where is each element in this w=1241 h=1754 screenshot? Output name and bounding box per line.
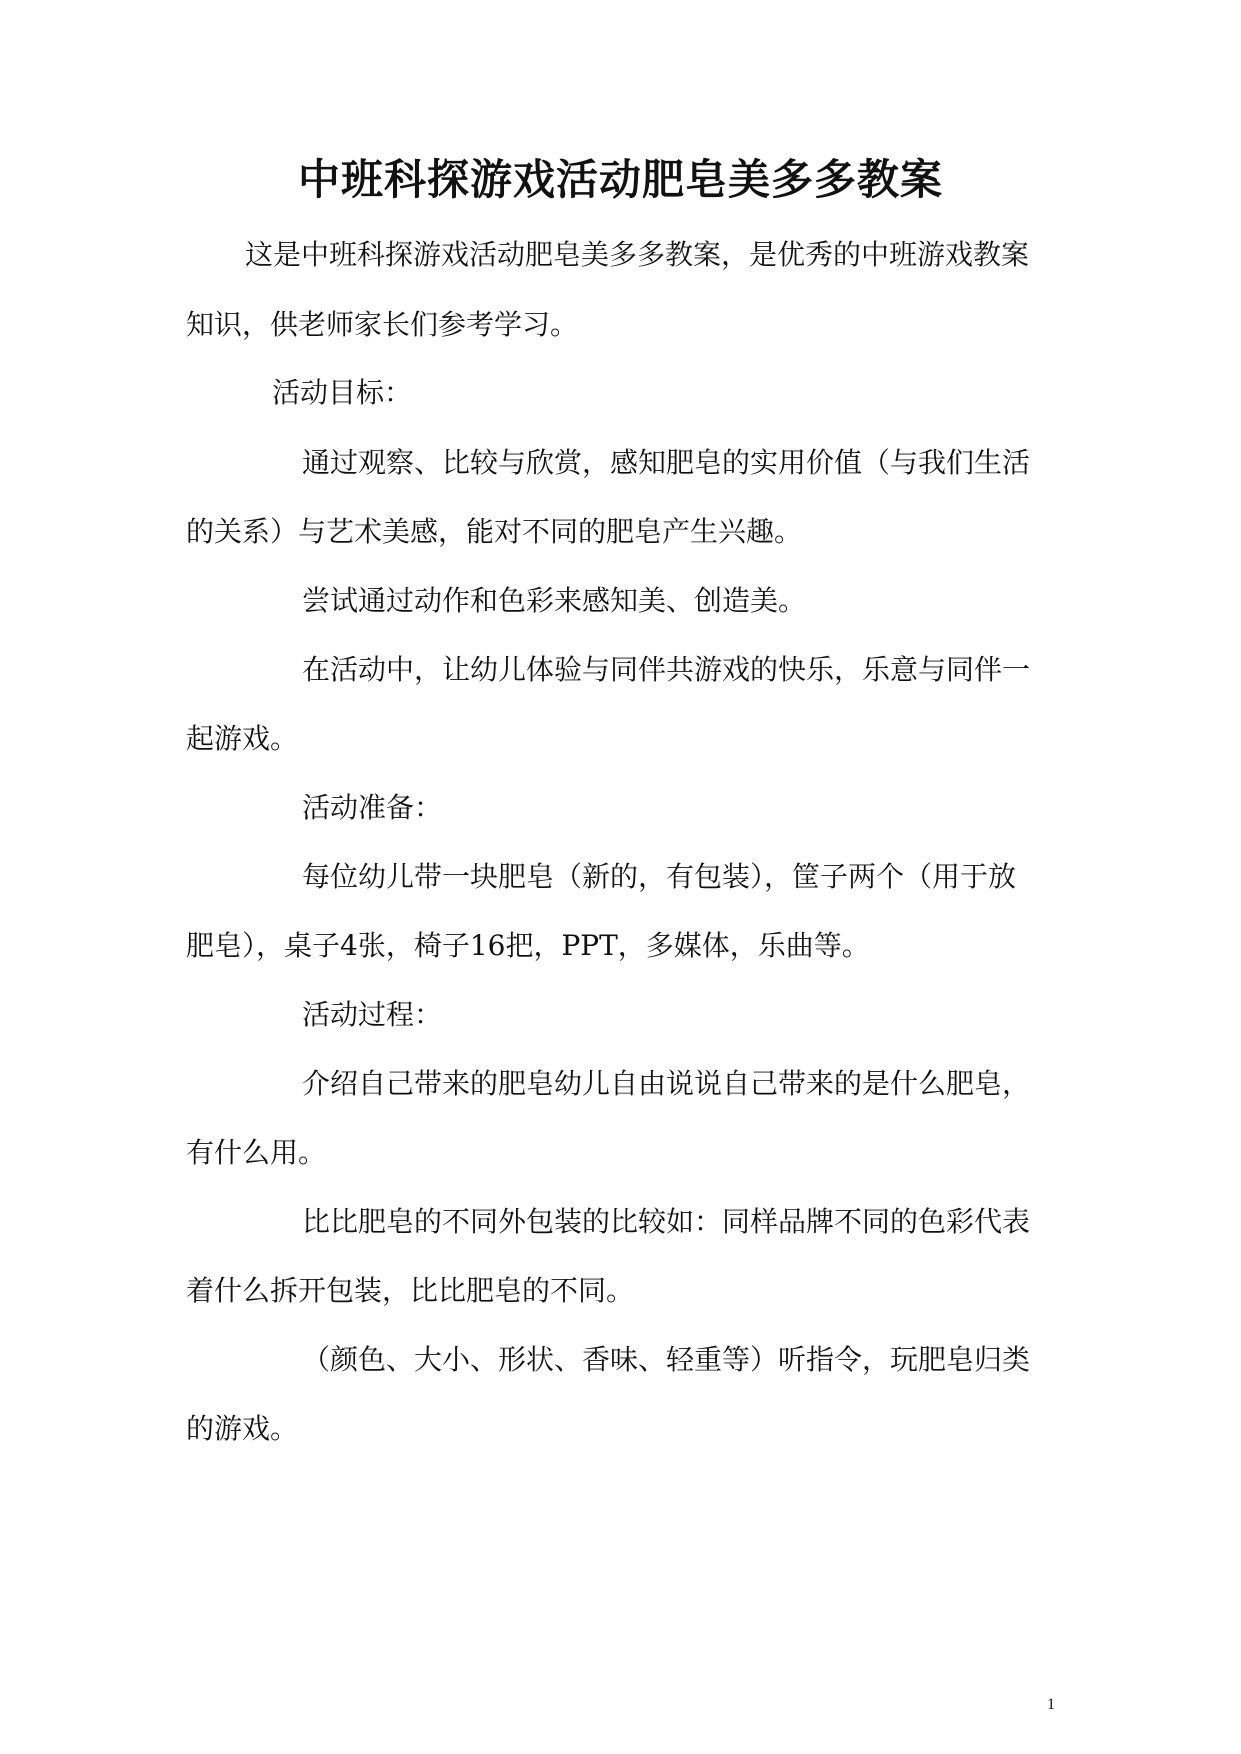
paragraph-line: 通过观察、比较与欣赏，感知肥皂的实用价值（与我们生活 [302, 446, 1031, 479]
section-heading-preparation: 活动准备： [302, 791, 443, 824]
paragraph-line: 这是中班科探游戏活动肥皂美多多教案，是优秀的中班游戏教案 [245, 238, 1030, 271]
paragraph-line: 比比肥皂的不同外包装的比较如：同样品牌不同的色彩代表 [302, 1205, 1031, 1238]
paragraph-line: 在活动中，让幼儿体验与同伴共游戏的快乐，乐意与同伴一 [302, 653, 1031, 686]
section-heading-goals: 活动目标： [272, 376, 413, 409]
paragraph-line: 有什么用。 [186, 1136, 327, 1169]
paragraph-line: 每位幼儿带一块肥皂（新的，有包装），筐子两个（用于放 [302, 860, 1017, 893]
paragraph-line: 肥皂），桌子4张，椅子16把，PPT，多媒体，乐曲等。 [186, 929, 870, 962]
paragraph-line: 知识，供老师家长们参考学习。 [186, 308, 579, 341]
paragraph-line: 的游戏。 [186, 1412, 299, 1445]
page-number: 1 [1047, 1696, 1055, 1713]
paragraph-line: 介绍自己带来的肥皂幼儿自由说说自己带来的是什么肥皂， [302, 1067, 1031, 1100]
section-heading-process: 活动过程： [302, 998, 443, 1031]
paragraph-line: 尝试通过动作和色彩来感知美、创造美。 [302, 584, 807, 617]
document-title: 中班科探游戏活动肥皂美多多教案 [297, 155, 943, 204]
paragraph-line: 起游戏。 [186, 722, 299, 755]
paragraph-line: （颜色、大小、形状、香味、轻重等）听指令，玩肥皂归类 [302, 1343, 1031, 1376]
paragraph-line: 着什么拆开包装，比比肥皂的不同。 [186, 1274, 635, 1307]
paragraph-line: 的关系）与艺术美感，能对不同的肥皂产生兴趣。 [186, 515, 803, 548]
